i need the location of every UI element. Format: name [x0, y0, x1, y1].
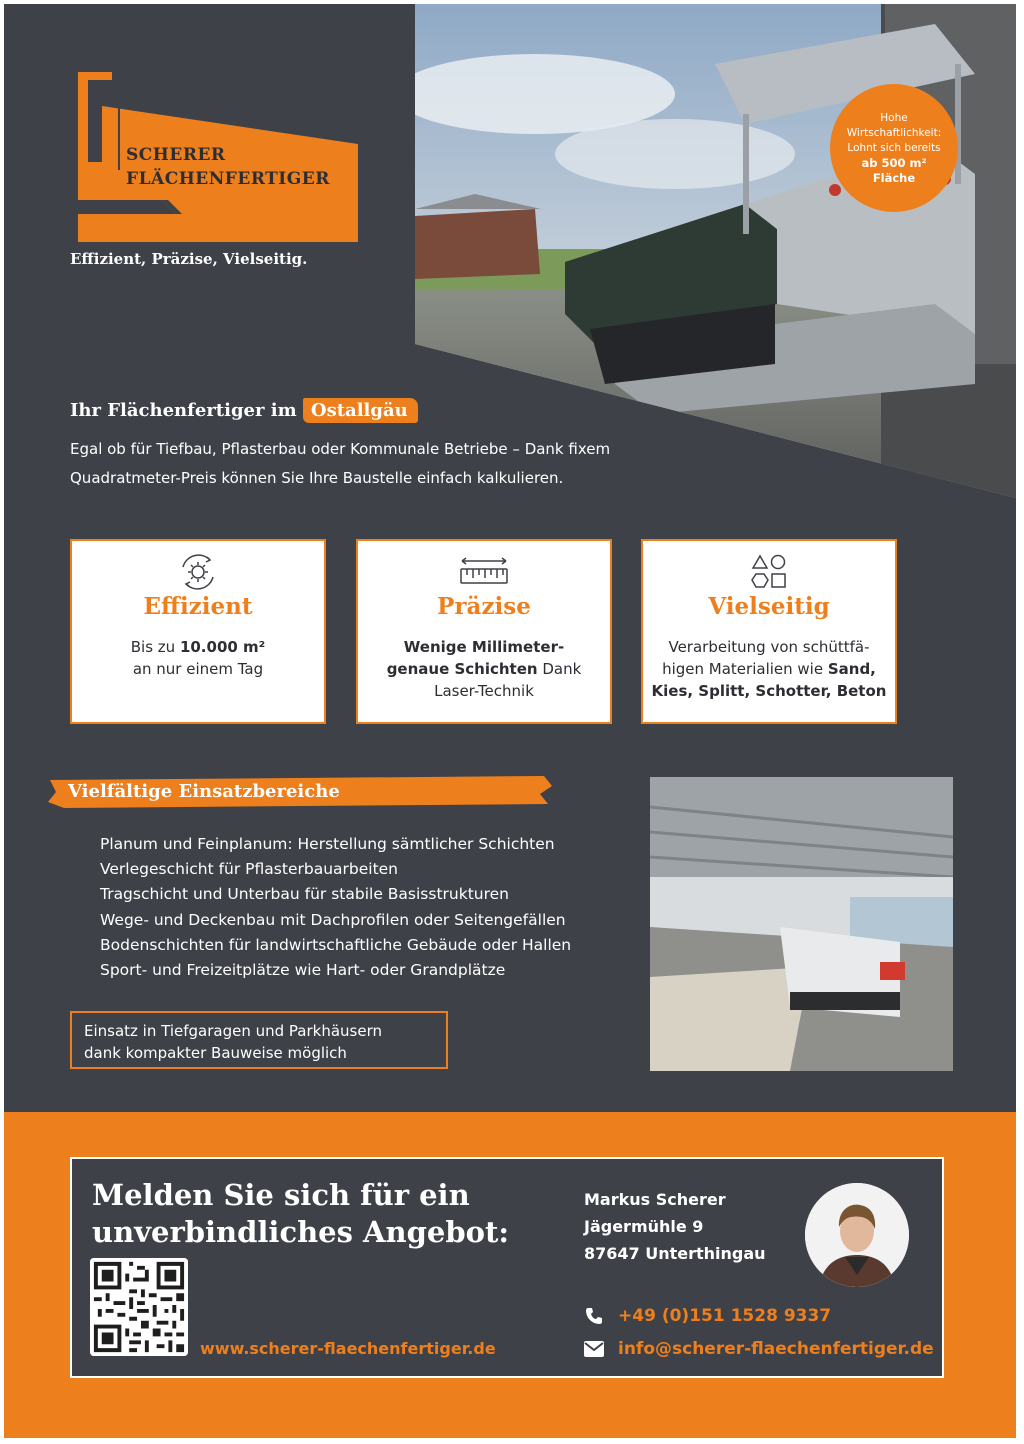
feature-text-part: an nur einem Tag: [132, 660, 264, 678]
phone-icon: [584, 1305, 606, 1327]
intro-text: [70, 435, 730, 493]
economy-badge: [830, 84, 958, 212]
ruler-measure-icon: [358, 553, 610, 591]
flyer-page: [4, 4, 1016, 1438]
list-item: Planum und Feinplanum: Herstellung sämtlicher Schichten: [100, 835, 555, 853]
intro-title-prefix: Ihr Flächenfertiger im: [70, 400, 297, 421]
list-item: Sport- und Freizeitplätze wie Hart- oder Grandplätze: [100, 961, 506, 980]
offer-title-line2: unverbindliches Angebot:: [92, 1215, 510, 1249]
phone-number[interactable]: +49 (0)151 1528 9337: [618, 1306, 832, 1326]
feature-title: Effizient: [143, 593, 253, 620]
website-link[interactable]: www.scherer-flaechenfertiger.de: [200, 1339, 496, 1358]
feature-text: [649, 636, 889, 702]
qr-code[interactable]: [90, 1258, 188, 1356]
badge-line4: ab 500 m²: [861, 155, 927, 170]
feature-title: Vielseitig: [708, 593, 830, 620]
brand-name-line2: FLÄCHENFERTIGER: [126, 169, 330, 189]
intro-line2: Quadratmeter-Preis können Sie Ihre Baustelle einfach kalkulieren.: [70, 469, 564, 487]
brand-tagline: Effizient, Präzise, Vielseitig.: [70, 250, 308, 268]
feature-text-part: Dank: [537, 660, 582, 678]
contact-city: 87647 Unterthingau: [584, 1244, 766, 1263]
feature-text-bold: genaue Schichten: [386, 660, 538, 678]
feature-text-part: Verarbeitung von schüttfä-: [668, 638, 870, 656]
address-block: [584, 1186, 766, 1267]
intro-title: [70, 400, 418, 421]
note-line2: dank kompakter Bauweise möglich: [84, 1044, 347, 1062]
badge-line2: Wirtschaftlichkeit:: [846, 126, 942, 139]
uses-list: [100, 832, 571, 983]
feature-text-part: higen Materialien wie: [662, 660, 828, 678]
feature-text: [78, 636, 318, 680]
feature-card-precise: [356, 539, 612, 724]
offer-box: [70, 1157, 944, 1378]
badge-line3: Lohnt sich bereits: [847, 141, 941, 154]
intro-line1: Egal ob für Tiefbau, Pflasterbau oder Kommunale Betriebe – Dank fixem: [70, 440, 611, 458]
garage-photo: [650, 777, 953, 1071]
feature-title: Präzise: [437, 593, 531, 620]
offer-title-line1: Melden Sie sich für ein: [92, 1178, 470, 1212]
list-item: Bodenschichten für landwirtschaftliche Gebäude oder Hallen: [100, 935, 572, 954]
badge-line1: Hohe: [880, 111, 908, 124]
brand-name-line1: SCHERER: [126, 145, 226, 165]
contact-name: Markus Scherer: [584, 1190, 726, 1209]
intro-title-highlight: Ostallgäu: [303, 398, 418, 423]
feature-text: [364, 636, 604, 702]
mail-icon: [584, 1338, 606, 1360]
feature-text-bold: Sand,: [827, 660, 876, 678]
feature-text-part: Bis zu: [130, 638, 180, 656]
uses-section-title: [44, 774, 554, 810]
avatar: [805, 1183, 909, 1287]
list-item: Tragschicht und Unterbau für stabile Basisstrukturen: [100, 885, 509, 904]
uses-title-text: Vielfältige Einsatzbereiche: [68, 781, 340, 802]
feature-text-bold: Wenige Millimeter-: [403, 638, 565, 656]
phone-contact[interactable]: [584, 1305, 831, 1327]
gear-cycle-icon: [72, 553, 324, 591]
email-address[interactable]: info@scherer-flaechenfertiger.de: [618, 1339, 934, 1359]
hero-photo: [415, 4, 1016, 498]
offer-title: [92, 1177, 509, 1251]
email-contact[interactable]: [584, 1338, 934, 1360]
feature-text-bold: 10.000 m²: [179, 638, 266, 656]
contact-street: Jägermühle 9: [584, 1217, 704, 1236]
feature-card-versatile: [641, 539, 897, 724]
badge-line5: Fläche: [872, 170, 916, 185]
list-item: Verlegeschicht für Pflasterbauarbeiten: [100, 860, 399, 879]
note-line1: Einsatz in Tiefgaragen und Parkhäusern: [84, 1022, 382, 1040]
feature-card-efficient: [70, 539, 326, 724]
shapes-icon: [643, 553, 895, 591]
garage-note: [70, 1011, 448, 1069]
feature-text-part: Laser-Technik: [434, 682, 534, 700]
list-item: Wege- und Deckenbau mit Dachprofilen oder Seitengefällen: [100, 910, 566, 929]
feature-text-bold: Kies, Splitt, Schotter, Beton: [651, 682, 887, 700]
